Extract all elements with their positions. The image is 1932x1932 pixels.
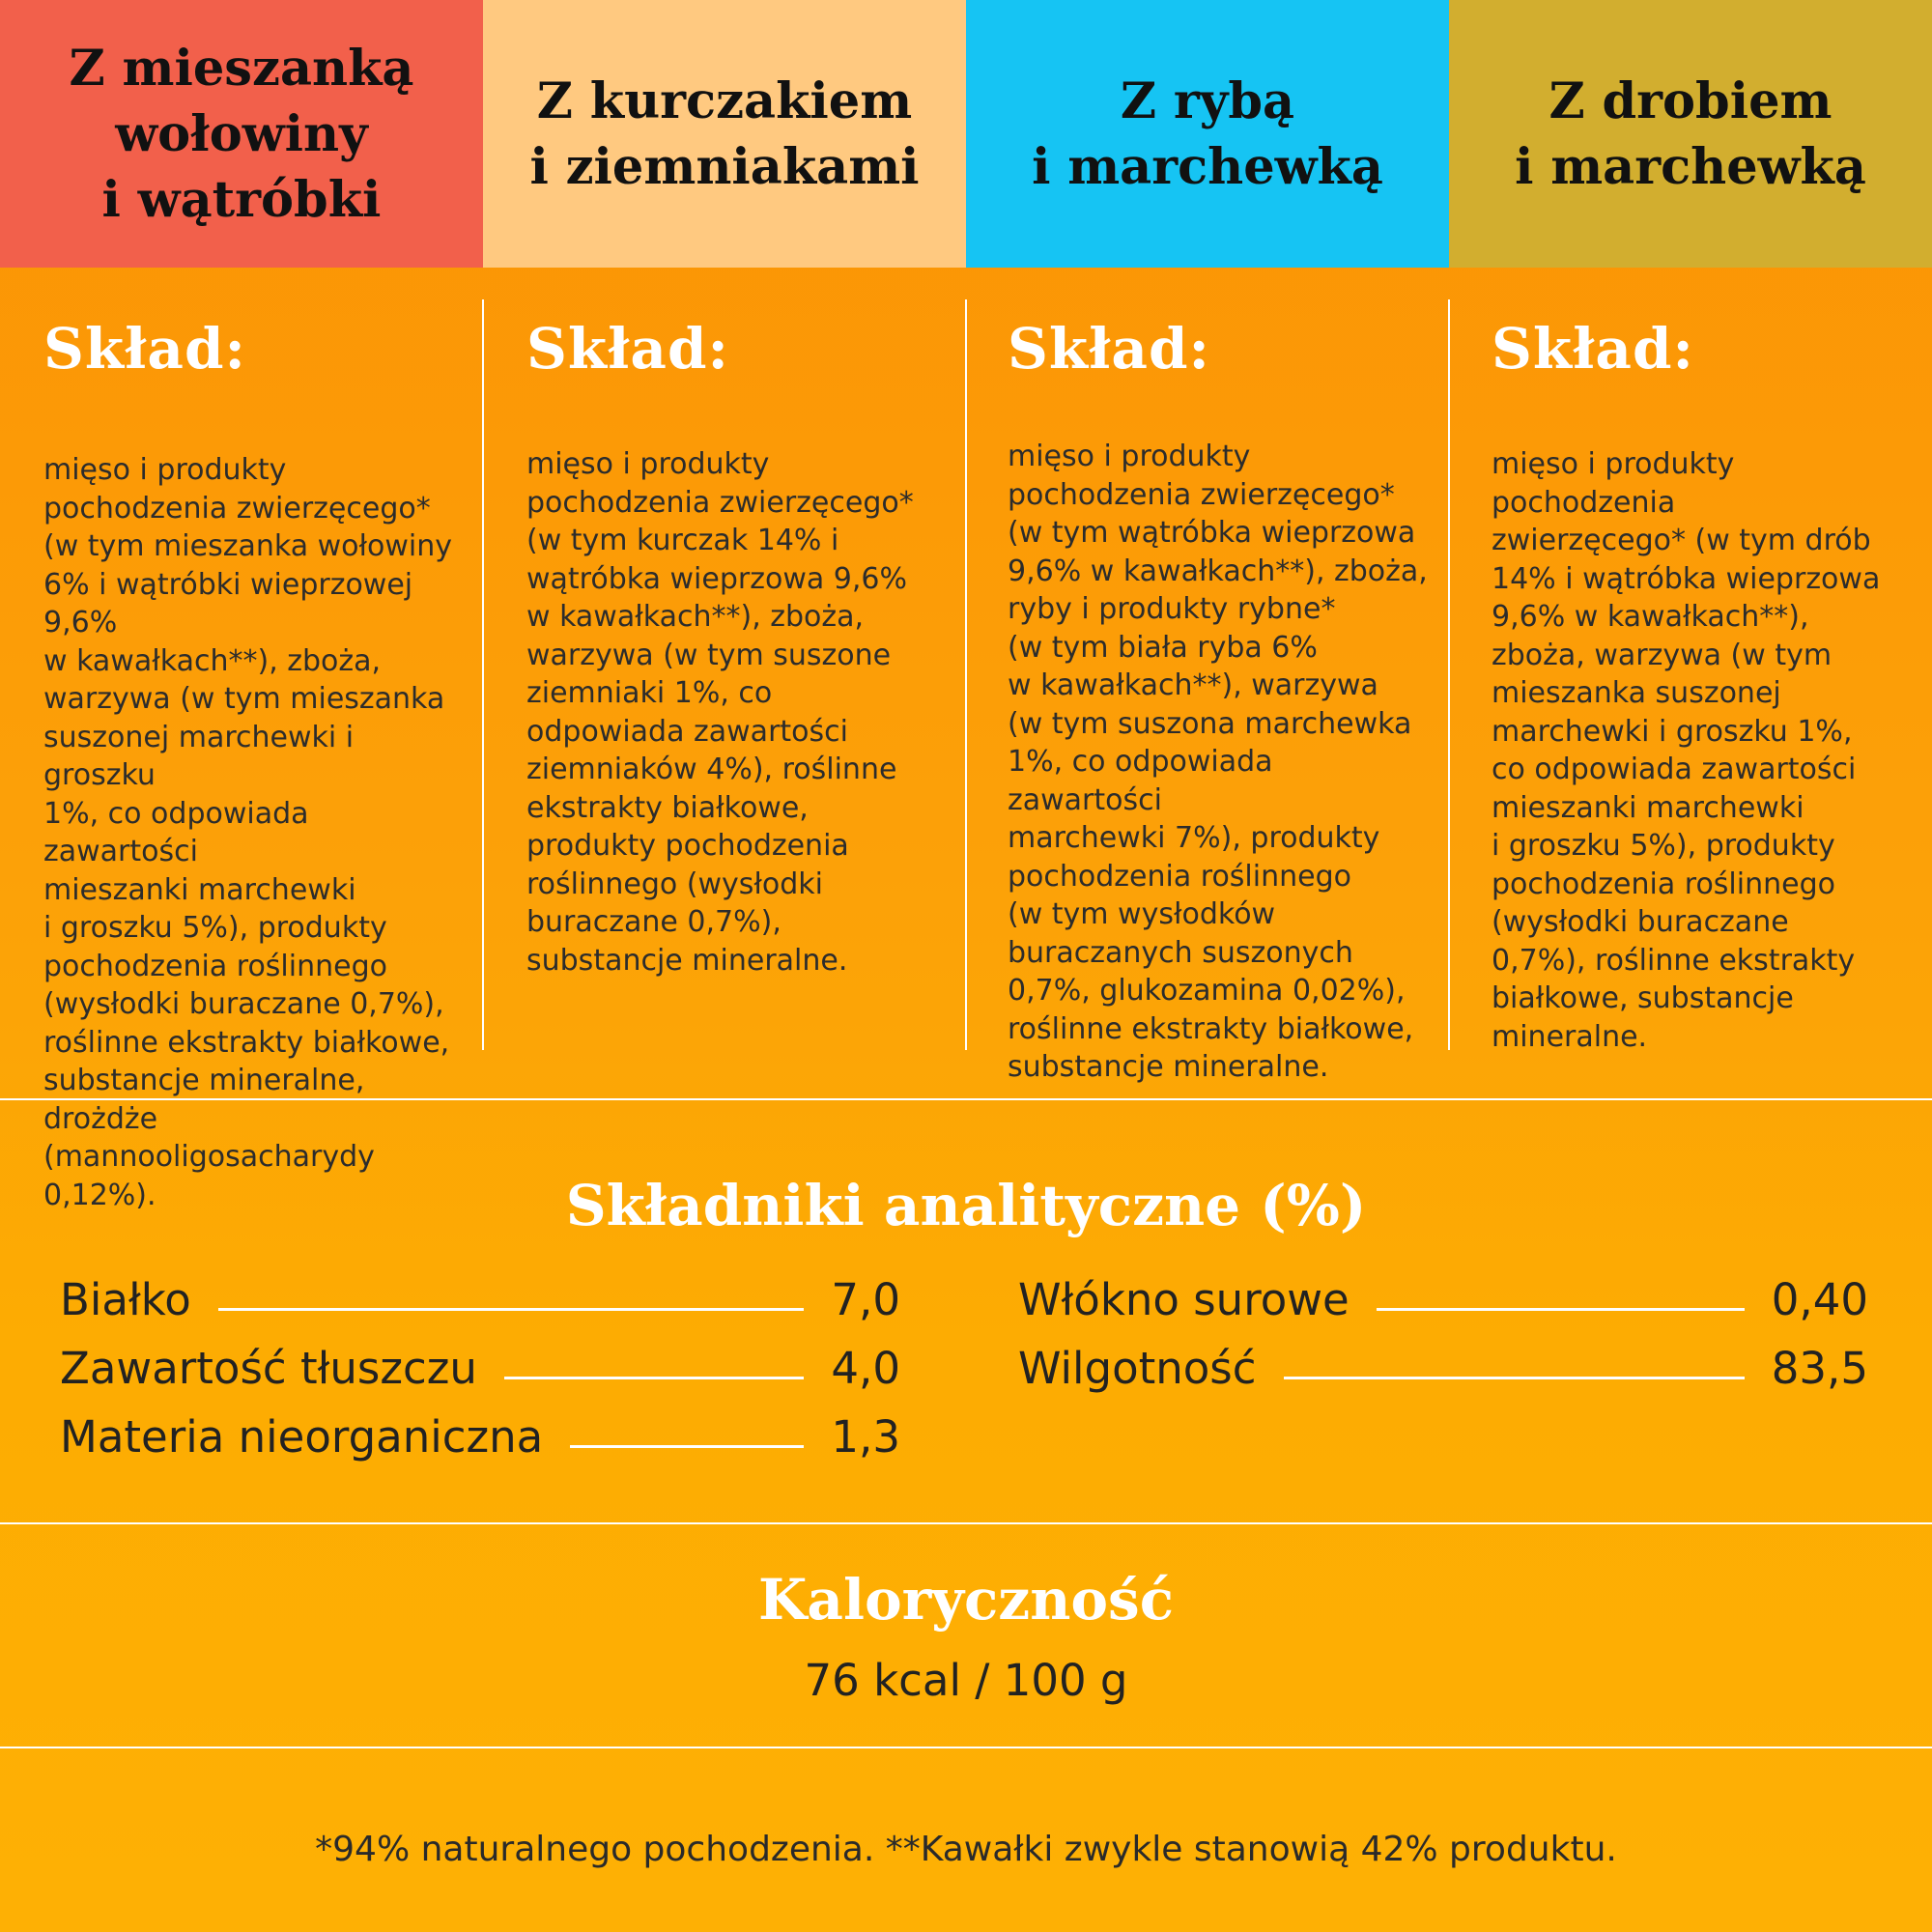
flavor-title: Z kurczakiem i ziemniakami [529, 71, 920, 196]
analytics-label: Wilgotność [1018, 1343, 1257, 1394]
column-divider [1448, 299, 1450, 1050]
composition-column-fish [1008, 314, 1433, 1087]
analytics-label: Zawartość tłuszczu [60, 1343, 477, 1394]
flavor-title: Z mieszanką wołowiny i wątróbki [69, 39, 414, 229]
flavor-header-chicken [483, 0, 966, 268]
flavor-title: Z drobiem i marchewką [1515, 71, 1866, 196]
composition-column-beef [43, 314, 469, 1214]
footnote: *94% naturalnego pochodzenia. **Kawałki zwykle stanowią 42% produktu. [315, 1830, 1617, 1869]
composition-column-poultry [1492, 314, 1917, 1056]
section-divider [0, 1747, 1932, 1748]
analytics-row [60, 1273, 900, 1327]
analytics-label: Włókno surowe [1018, 1274, 1350, 1325]
column-divider [482, 299, 484, 1050]
analytics-title: Składniki analityczne (%) [565, 1173, 1367, 1238]
composition-heading: Skład: [1492, 316, 1694, 382]
ingredients-text: mięso i produkty pochodzenia zwierzęcego* (w tym kurczak 14% i wątróbka wieprzowa 9,6% w kawałkach**), zboża, warzywa (w tym suszone ziemniaki 1%, co odpowiada zawartości ziemniaków 4%), roślinne ekstrakty białkowe, produkty pochodzenia roślinnego (wysłodki buraczane 0,7%), substancje mineralne. [526, 447, 914, 978]
ingredients-text: mięso i produkty pochodzenia zwierzęcego* (w tym mieszanka wołowiny 6% i wątróbki wieprzowej 9,6% w kawałkach**), zboża, warzywa (w tym mieszanka suszonej marchewki i groszku 1%, co odpowiada zawartości mieszanki marchewki i groszku 5%), produkty pochodzenia roślinnego (wysłodki buraczane 0,7%), roślinne ekstrakty białkowe, substancje mineralne, drożdże (mannooligosacharydy 0,12%). [43, 453, 453, 1212]
analytics-value: 1,3 [831, 1411, 900, 1463]
flavor-header-poultry [1449, 0, 1932, 268]
analytics-value: 4,0 [831, 1343, 900, 1394]
analytics-label: Białko [60, 1274, 191, 1325]
flavor-headers [0, 0, 1932, 268]
analytics-value: 7,0 [831, 1274, 900, 1325]
analytics-value: 83,5 [1771, 1343, 1868, 1394]
leader-line [1284, 1377, 1745, 1379]
analytics-label: Materia nieorganiczna [60, 1411, 544, 1463]
column-divider [965, 299, 967, 1050]
analytics-value: 0,40 [1771, 1274, 1868, 1325]
leader-line [1377, 1308, 1745, 1311]
section-divider [0, 1098, 1932, 1100]
analytics-row [1018, 1273, 1868, 1327]
flavor-header-beef [0, 0, 483, 268]
flavor-title: Z rybą i marchewką [1032, 71, 1383, 196]
composition-heading: Skład: [526, 316, 729, 382]
leader-line [504, 1377, 805, 1379]
ingredients-text: mięso i produkty pochodzenia zwierzęcego* (w tym wątróbka wieprzowa 9,6% w kawałkach**), zboża, ryby i produkty rybne* (w tym biała ryba 6% w kawałkach**), warzywa (w tym suszona marchewka 1%, co odpowiada zawartości marchewki 7%), produkty pochodzenia roślinnego (w tym wysłodków buraczanych suszonych 0,7%, glukozamina 0,02%), roślinne ekstrakty białkowe, substancje mineralne. [1008, 440, 1428, 1084]
leader-line [218, 1308, 805, 1311]
composition-column-chicken [526, 314, 952, 980]
analytics-row [60, 1342, 900, 1396]
calories-value: 76 kcal / 100 g [804, 1655, 1128, 1706]
composition-heading: Skład: [43, 316, 246, 382]
section-divider [0, 1522, 1932, 1524]
leader-line [570, 1445, 804, 1448]
calories-title: Kaloryczność [757, 1567, 1175, 1633]
ingredients-text: mięso i produkty pochodzenia zwierzęcego* (w tym drób 14% i wątróbka wieprzowa 9,6% w kawałkach**), zboża, warzywa (w tym mieszanka suszonej marchewki i groszku 1%, co odpowiada zawartości mieszanki marchewki i groszku 5%), produkty pochodzenia roślinnego (wysłodki buraczane 0,7%), roślinne ekstrakty białkowe, substancje mineralne. [1492, 447, 1881, 1054]
analytics-row [1018, 1342, 1868, 1396]
flavor-header-fish [966, 0, 1449, 268]
analytics-row [60, 1410, 900, 1464]
composition-heading: Skład: [1008, 316, 1210, 382]
